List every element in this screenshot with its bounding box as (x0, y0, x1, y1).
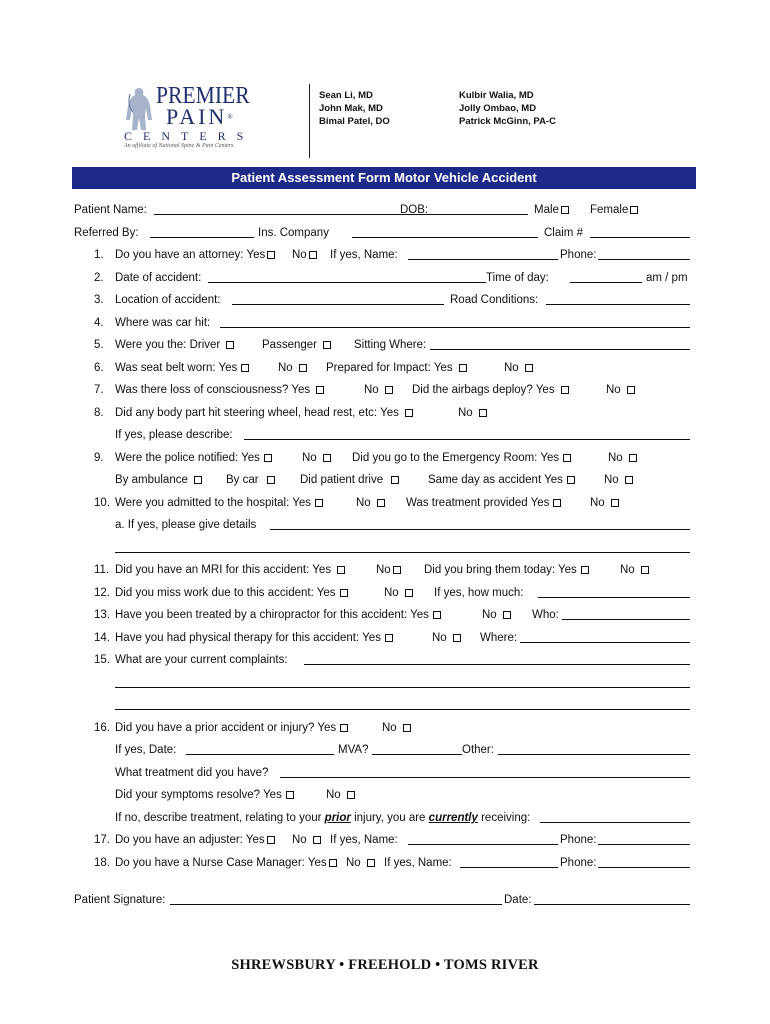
checkbox[interactable] (385, 634, 393, 642)
checkbox[interactable] (641, 566, 649, 574)
no-option: No (384, 585, 413, 601)
question-text: Were you the: Driver (115, 337, 234, 353)
question-16-resolve (74, 787, 694, 803)
question-number: 1. (94, 249, 104, 261)
am-pm-label: am / pm (646, 272, 688, 284)
checkbox[interactable] (581, 566, 589, 574)
checkbox[interactable] (286, 791, 294, 799)
question-10-details-line2 (74, 540, 694, 556)
question-number: 3. (94, 294, 104, 306)
checkbox[interactable] (563, 454, 571, 462)
no-option: No (292, 247, 317, 263)
patient-name-label: Patient Name: (74, 204, 147, 216)
checkbox[interactable] (433, 611, 441, 619)
checkbox[interactable] (385, 386, 393, 394)
no-option: No (278, 360, 307, 376)
car-hit-field[interactable] (220, 327, 690, 328)
question-16-if-no (74, 810, 694, 826)
question-text: What are your current complaints: (115, 654, 288, 666)
emergency-room: Did you go to the Emergency Room: Yes (352, 450, 571, 466)
question-14 (74, 630, 694, 646)
checkbox[interactable] (367, 859, 375, 867)
checkbox[interactable] (267, 251, 275, 259)
ins-company-label: Ins. Company (258, 227, 329, 239)
ins-company-field[interactable] (352, 237, 538, 238)
signature-date-field[interactable] (534, 904, 690, 905)
treatment-label: What treatment did you have? (115, 767, 269, 779)
question-9-transport (74, 472, 694, 488)
question-text: Did you have a prior accident or injury? Yes (115, 720, 348, 736)
no-option: No (356, 495, 385, 511)
checkbox[interactable] (567, 476, 575, 484)
adjuster-phone-field[interactable] (598, 844, 690, 845)
male-option[interactable]: Male (534, 202, 569, 218)
treatment-provided: Was treatment provided Yes (406, 495, 561, 511)
question-8 (74, 405, 694, 421)
checkbox[interactable] (315, 499, 323, 507)
checkbox[interactable] (194, 476, 202, 484)
if-yes-label: If yes, Name: (384, 857, 452, 869)
time-field[interactable] (570, 282, 642, 283)
question-5 (74, 337, 694, 353)
question-9 (74, 450, 694, 466)
question-11 (74, 562, 694, 578)
location-field[interactable] (232, 304, 444, 305)
checkbox[interactable] (391, 476, 399, 484)
question-number: 7. (94, 384, 104, 396)
question-number: 18. (94, 857, 110, 869)
checkbox[interactable] (267, 836, 275, 844)
checkbox[interactable] (611, 499, 619, 507)
claim-field[interactable] (590, 237, 690, 238)
dob-label: DOB: (400, 204, 429, 216)
checkbox[interactable] (323, 341, 331, 349)
if-yes-label: If yes, Name: (330, 249, 398, 261)
no-option: No (292, 832, 321, 848)
question-text: Was seat belt worn: Yes (115, 360, 249, 376)
road-conditions-field[interactable] (546, 304, 690, 305)
logo-pain: PAIN® (166, 104, 233, 129)
how-much-label: If yes, how much: (434, 587, 524, 599)
question-number: 13. (94, 609, 110, 621)
car-option: By car (226, 472, 275, 488)
ambulance-option: By ambulance (115, 472, 202, 488)
question-text: Were the police notified: Yes (115, 450, 272, 466)
question-text: Have you been treated by a chiropractor for this accident: Yes (115, 607, 441, 623)
footer-locations: SHREWSBURY • FREEHOLD • TOMS RIVER (231, 957, 539, 973)
premier-pain-centers-logo (124, 84, 264, 150)
figure-silhouette-icon (124, 86, 154, 130)
no-option: No (458, 405, 487, 421)
checkbox[interactable] (479, 409, 487, 417)
complaints-line-3 (74, 697, 694, 713)
doctor-list-left (319, 89, 390, 128)
signature-field[interactable] (170, 904, 502, 905)
checkbox[interactable] (393, 566, 401, 574)
no-option: No (604, 472, 633, 488)
other-field[interactable] (498, 754, 690, 755)
doctor-name: Jolly Ombao, MD (459, 103, 537, 114)
question-text: Did you miss work due to this accident: Yes (115, 585, 348, 601)
no-option: No (364, 382, 393, 398)
passenger-option: Passenger (262, 337, 331, 353)
question-text: Do you have a Nurse Case Manager: Yes (115, 855, 337, 871)
checkbox[interactable] (377, 499, 385, 507)
patient-info-row (74, 202, 694, 218)
drive-option: Did patient drive (300, 472, 399, 488)
checkbox[interactable] (241, 364, 249, 372)
logo-centers: CENTERS (124, 129, 255, 143)
doctor-name: John Mak, MD (319, 103, 383, 114)
question-15 (74, 652, 694, 668)
question-16 (74, 720, 694, 736)
accident-date-field[interactable] (208, 282, 486, 283)
checkbox[interactable] (630, 206, 638, 214)
question-text: Did you have an MRI for this accident: Yes (115, 562, 345, 578)
referred-by-label: Referred By: (74, 227, 139, 239)
if-yes-label: If yes, Name: (330, 834, 398, 846)
prior-date-field[interactable] (186, 754, 334, 755)
how-much-field[interactable] (538, 597, 690, 598)
question-text: Was there loss of consciousness? Yes (115, 382, 324, 398)
signature-label: Patient Signature: (74, 894, 166, 906)
logo-premier: PREMIER (156, 83, 250, 109)
attorney-phone-field[interactable] (598, 259, 690, 260)
other-label: Other: (462, 744, 494, 756)
question-number: 15. (94, 654, 110, 666)
question-text: Have you had physical therapy for this accident: Yes (115, 630, 393, 646)
checkbox[interactable] (316, 386, 324, 394)
complaints-line-2 (74, 675, 694, 691)
phone-label: Phone: (560, 857, 597, 869)
referral-row (74, 225, 694, 241)
attorney-name-field[interactable] (408, 259, 558, 260)
resolve-text: Did your symptoms resolve? Yes (115, 787, 294, 803)
if-no-text: If no, describe treatment, relating to your prior injury, you are currently receiving: (115, 812, 531, 824)
checkbox[interactable] (347, 791, 355, 799)
details-field[interactable] (270, 529, 690, 530)
question-text: Where was car hit: (115, 317, 211, 329)
describe-label: If yes, please describe: (115, 429, 233, 441)
checkbox[interactable] (337, 566, 345, 574)
question-17 (74, 832, 694, 848)
details-field-extra[interactable] (115, 552, 690, 553)
no-option: No (346, 855, 375, 871)
question-text: Date of accident: (115, 272, 202, 284)
who-field[interactable] (562, 619, 690, 620)
road-conditions-label: Road Conditions: (450, 294, 539, 306)
dob-field[interactable] (432, 214, 528, 215)
question-6 (74, 360, 694, 376)
no-option: No (608, 450, 637, 466)
female-option[interactable]: Female (590, 202, 638, 218)
nurse-name-field[interactable] (460, 867, 558, 868)
checkbox[interactable] (561, 386, 569, 394)
checkbox[interactable] (313, 836, 321, 844)
mva-label: MVA? (338, 744, 369, 756)
signature-row (74, 892, 694, 908)
complaints-field[interactable] (304, 664, 690, 665)
adjuster-name-field[interactable] (408, 844, 558, 845)
no-option: No (376, 562, 401, 578)
question-text: Location of accident: (115, 294, 221, 306)
question-number: 10. (94, 497, 110, 509)
form-title: Patient Assessment Form Motor Vehicle Accident (72, 167, 696, 189)
question-7 (74, 382, 694, 398)
no-option: No (620, 562, 649, 578)
question-number: 14. (94, 632, 110, 644)
signature-date-label: Date: (504, 894, 532, 906)
checkbox[interactable] (264, 454, 272, 462)
question-16-treatment (74, 765, 694, 781)
question-8-describe (74, 427, 694, 443)
nurse-phone-field[interactable] (598, 867, 690, 868)
date-label: If yes, Date: (115, 744, 177, 756)
sitting-where-label: Sitting Where: (354, 339, 427, 351)
checkbox[interactable] (503, 611, 511, 619)
no-option: No (504, 360, 533, 376)
currently-emphasis: currently (428, 812, 478, 824)
question-16-date (74, 742, 694, 758)
claim-label: Claim # (544, 227, 583, 239)
who-label: Who: (532, 609, 559, 621)
same-day-option: Same day as accident Yes (428, 472, 575, 488)
mva-field[interactable] (372, 754, 462, 755)
question-number: 17. (94, 834, 110, 846)
sitting-where-field[interactable] (430, 349, 690, 350)
question-text: Do you have an attorney: Yes (115, 247, 275, 263)
checkbox[interactable] (627, 386, 635, 394)
checkbox[interactable] (329, 859, 337, 867)
question-3 (74, 292, 694, 308)
question-18 (74, 855, 694, 871)
prepared-for-impact: Prepared for Impact: Yes (326, 360, 467, 376)
doctor-name: Patrick McGinn, PA-C (459, 116, 556, 127)
doctor-list-right (459, 89, 556, 128)
header-divider (309, 84, 310, 158)
phone-label: Phone: (560, 834, 597, 846)
bring-today: Did you bring them today: Yes (424, 562, 589, 578)
doctor-name: Kulbir Walia, MD (459, 90, 534, 101)
question-13 (74, 607, 694, 623)
question-number: 2. (94, 272, 104, 284)
treatment-field[interactable] (280, 777, 690, 778)
checkbox[interactable] (226, 341, 234, 349)
question-4 (74, 315, 694, 331)
doctor-name: Sean Li, MD (319, 90, 373, 101)
airbags-deploy: Did the airbags deploy? Yes (412, 382, 569, 398)
no-option: No (606, 382, 635, 398)
question-number: 11. (94, 564, 110, 576)
checkbox[interactable] (267, 476, 275, 484)
question-number: 9. (94, 452, 104, 464)
checkbox[interactable] (403, 724, 411, 732)
where-field[interactable] (520, 642, 690, 643)
checkbox[interactable] (405, 589, 413, 597)
doctor-name: Bimal Patel, DO (319, 116, 390, 127)
question-text: Did any body part hit steering wheel, head rest, etc: Yes (115, 405, 413, 421)
question-text: Do you have an adjuster: Yes (115, 832, 275, 848)
checkbox[interactable] (340, 724, 348, 732)
where-label: Where: (480, 632, 518, 644)
no-option: No (326, 787, 355, 803)
question-10-details (74, 517, 694, 533)
question-text: Were you admitted to the hospital: Yes (115, 495, 323, 511)
question-number: 5. (94, 339, 104, 351)
describe-field[interactable] (244, 439, 690, 440)
question-12 (74, 585, 694, 601)
checkbox[interactable] (340, 589, 348, 597)
no-option: No (482, 607, 511, 623)
question-number: 6. (94, 362, 104, 374)
no-option: No (432, 630, 461, 646)
phone-label: Phone: (560, 249, 597, 261)
checkbox[interactable] (459, 364, 467, 372)
question-number: 8. (94, 407, 104, 419)
question-number: 4. (94, 317, 104, 329)
checkbox[interactable] (453, 634, 461, 642)
logo-tagline: An affiliate of National Spine & Pain Centers (124, 143, 234, 149)
question-2 (74, 270, 694, 286)
no-option: No (590, 495, 619, 511)
checkbox[interactable] (629, 454, 637, 462)
prior-emphasis: prior (324, 812, 351, 824)
question-10 (74, 495, 694, 511)
question-number: 16. (94, 722, 110, 734)
no-option: No (302, 450, 331, 466)
time-label: Time of day: (486, 272, 549, 284)
checkbox[interactable] (561, 206, 569, 214)
checkbox[interactable] (299, 364, 307, 372)
question-1 (74, 247, 694, 263)
checkbox[interactable] (405, 409, 413, 417)
complaints-field-extra[interactable] (115, 687, 690, 688)
checkbox[interactable] (525, 364, 533, 372)
no-option: No (382, 720, 411, 736)
checkbox[interactable] (323, 454, 331, 462)
checkbox[interactable] (625, 476, 633, 484)
checkbox[interactable] (553, 499, 561, 507)
referred-by-field[interactable] (150, 237, 254, 238)
checkbox[interactable] (309, 251, 317, 259)
complaints-field-extra[interactable] (115, 709, 690, 710)
details-label: a. If yes, please give details (115, 519, 257, 531)
question-number: 12. (94, 587, 110, 599)
current-treatment-field[interactable] (540, 822, 690, 823)
